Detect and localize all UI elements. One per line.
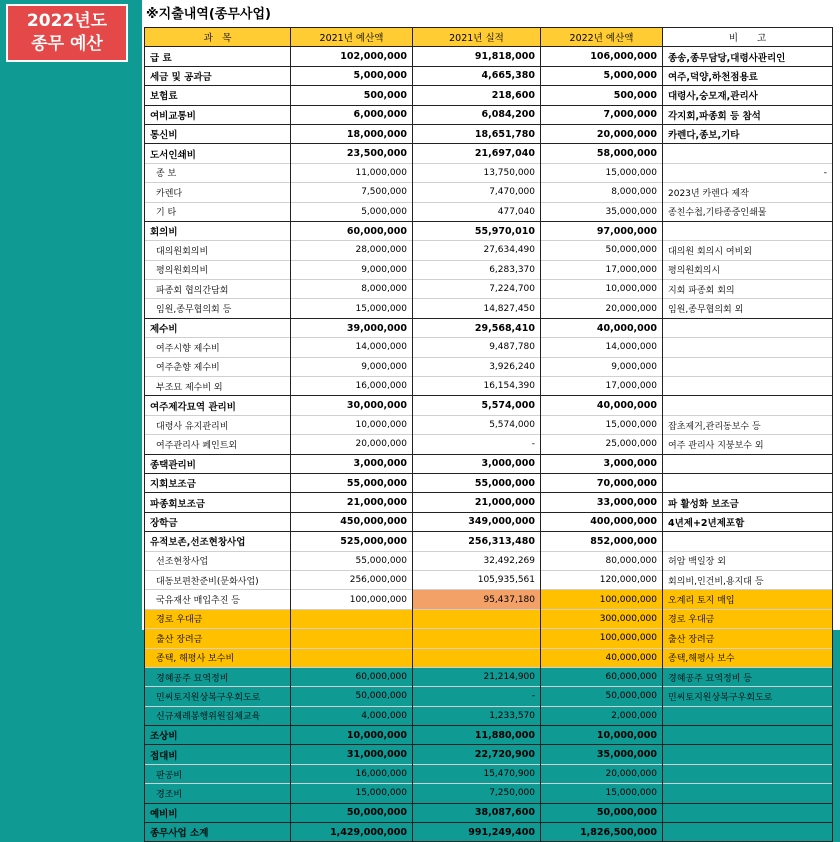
row-budget-2022: 40,000,000: [541, 318, 663, 337]
row-actual-2021: 32,492,269: [413, 551, 541, 570]
row-budget-2021: 3,000,000: [291, 454, 413, 473]
row-item-name: 종 보: [145, 163, 291, 182]
row-remarks: 2023년 카렌다 제작: [663, 183, 833, 202]
row-budget-2021: 9,000,000: [291, 357, 413, 376]
table-row: [145, 784, 833, 803]
row-budget-2022: 60,000,000: [541, 667, 663, 686]
row-item-name: 장학금: [145, 512, 291, 531]
table-row: [145, 338, 833, 357]
row-remarks: [663, 532, 833, 551]
table-row: [145, 415, 833, 434]
row-budget-2022: 50,000,000: [541, 241, 663, 260]
table-row: [145, 532, 833, 551]
row-actual-2021: 21,697,040: [413, 144, 541, 163]
row-budget-2021: 39,000,000: [291, 318, 413, 337]
table-row: [145, 706, 833, 725]
row-remarks: 종송,종무담당,대령사관리인: [663, 47, 833, 66]
row-budget-2021: 55,000,000: [291, 551, 413, 570]
row-actual-2021: -: [413, 687, 541, 706]
row-remarks: 각지회,파종회 등 참석: [663, 105, 833, 124]
table-row: [145, 687, 833, 706]
table-row: [145, 764, 833, 783]
row-budget-2021: 30,000,000: [291, 396, 413, 415]
row-budget-2022: 9,000,000: [541, 357, 663, 376]
table-row: [145, 493, 833, 512]
row-budget-2022: 120,000,000: [541, 570, 663, 589]
row-budget-2022: 35,000,000: [541, 202, 663, 221]
row-budget-2022: 852,000,000: [541, 532, 663, 551]
row-remarks: 종택,해평사 보수: [663, 648, 833, 667]
row-remarks: 카렌다,종보,기타: [663, 124, 833, 143]
row-budget-2021: 28,000,000: [291, 241, 413, 260]
row-budget-2021: 102,000,000: [291, 47, 413, 66]
row-budget-2021: 14,000,000: [291, 338, 413, 357]
row-budget-2022: 10,000,000: [541, 726, 663, 745]
row-actual-2021: [413, 609, 541, 628]
row-budget-2022: 25,000,000: [541, 435, 663, 454]
row-budget-2022: 35,000,000: [541, 745, 663, 764]
row-budget-2021: 11,000,000: [291, 163, 413, 182]
row-item-name: 여주제각묘역 관리비: [145, 396, 291, 415]
row-budget-2022: 5,000,000: [541, 66, 663, 85]
table-row: [145, 745, 833, 764]
row-item-name: 세금 및 공과금: [145, 66, 291, 85]
row-budget-2021: 16,000,000: [291, 764, 413, 783]
row-budget-2022: 33,000,000: [541, 493, 663, 512]
row-remarks: 파 활성화 보조금: [663, 493, 833, 512]
row-remarks: [663, 823, 833, 842]
row-budget-2021: [291, 609, 413, 628]
row-budget-2021: 450,000,000: [291, 512, 413, 531]
row-remarks: 대의원 회의시 여비외: [663, 241, 833, 260]
row-item-name: 회의비: [145, 221, 291, 240]
table-row: [145, 221, 833, 240]
row-actual-2021: 21,000,000: [413, 493, 541, 512]
row-actual-2021: 38,087,600: [413, 803, 541, 822]
row-actual-2021: 9,487,780: [413, 338, 541, 357]
row-budget-2022: 400,000,000: [541, 512, 663, 531]
row-actual-2021: -: [413, 435, 541, 454]
row-budget-2021: 7,500,000: [291, 183, 413, 202]
row-remarks: [663, 221, 833, 240]
row-item-name: 파종회보조금: [145, 493, 291, 512]
row-item-name: 파종회 협의간담회: [145, 280, 291, 299]
row-budget-2022: 14,000,000: [541, 338, 663, 357]
row-remarks: [663, 764, 833, 783]
row-actual-2021: 7,470,000: [413, 183, 541, 202]
table-row: [145, 590, 833, 609]
table-row: [145, 629, 833, 648]
row-budget-2021: 50,000,000: [291, 803, 413, 822]
row-remarks: [663, 144, 833, 163]
row-remarks: [663, 338, 833, 357]
row-remarks: 대령사,숭모재,관리사: [663, 86, 833, 105]
row-remarks: [663, 473, 833, 492]
row-remarks: 잡초제거,관리동보수 등: [663, 415, 833, 434]
row-item-name: 기 타: [145, 202, 291, 221]
table-row: [145, 183, 833, 202]
row-remarks: [663, 454, 833, 473]
row-budget-2022: 40,000,000: [541, 648, 663, 667]
row-item-name: 출산 장려금: [145, 629, 291, 648]
row-item-name: 임원,종무협의회 등: [145, 299, 291, 318]
table-row: [145, 454, 833, 473]
table-row: [145, 299, 833, 318]
row-remarks: [663, 745, 833, 764]
row-remarks: 출산 장려금: [663, 629, 833, 648]
row-actual-2021: [413, 648, 541, 667]
table-row: [145, 377, 833, 396]
row-budget-2022: 7,000,000: [541, 105, 663, 124]
row-item-name: 도서인쇄비: [145, 144, 291, 163]
row-budget-2022: 10,000,000: [541, 280, 663, 299]
row-budget-2021: 20,000,000: [291, 435, 413, 454]
row-budget-2022: 20,000,000: [541, 124, 663, 143]
row-item-name: 조상비: [145, 726, 291, 745]
row-budget-2022: 50,000,000: [541, 803, 663, 822]
table-row: [145, 609, 833, 628]
row-budget-2021: 18,000,000: [291, 124, 413, 143]
row-budget-2022: 97,000,000: [541, 221, 663, 240]
table-row: [145, 823, 833, 842]
table-row: [145, 570, 833, 589]
table-row: [145, 357, 833, 376]
row-budget-2022: 500,000: [541, 86, 663, 105]
row-item-name: 유적보존,선조현창사업: [145, 532, 291, 551]
table-row: [145, 280, 833, 299]
row-budget-2021: 31,000,000: [291, 745, 413, 764]
header-actual-2021: 2021년 실적: [413, 28, 541, 47]
table-row: [145, 396, 833, 415]
row-item-name: 여주춘향 제수비: [145, 357, 291, 376]
badge-year: 2022년도: [26, 11, 108, 31]
row-remarks: 민씨토지원상복구우회도로: [663, 687, 833, 706]
row-actual-2021: 14,827,450: [413, 299, 541, 318]
row-budget-2022: 70,000,000: [541, 473, 663, 492]
row-actual-2021: 218,600: [413, 86, 541, 105]
row-budget-2021: 60,000,000: [291, 667, 413, 686]
row-item-name: 경조비: [145, 784, 291, 803]
sheet-title: ※지출내역(종무사업): [146, 7, 271, 22]
row-remarks: [663, 357, 833, 376]
row-budget-2022: 20,000,000: [541, 299, 663, 318]
row-remarks: [663, 396, 833, 415]
row-item-name: 대령사 유지관리비: [145, 415, 291, 434]
row-remarks: 임원,종무협의회 외: [663, 299, 833, 318]
row-item-name: 대의원회의비: [145, 241, 291, 260]
row-budget-2021: [291, 648, 413, 667]
row-item-name: 평의원회의비: [145, 260, 291, 279]
row-budget-2022: 15,000,000: [541, 784, 663, 803]
row-item-name: 예비비: [145, 803, 291, 822]
table-row: [145, 260, 833, 279]
row-budget-2022: 80,000,000: [541, 551, 663, 570]
row-item-name: 부조묘 제수비 외: [145, 377, 291, 396]
header-budget-2021: 2021년 예산액: [291, 28, 413, 47]
row-budget-2022: 300,000,000: [541, 609, 663, 628]
row-actual-2021: 105,935,561: [413, 570, 541, 589]
row-actual-2021: [413, 629, 541, 648]
row-budget-2022: 106,000,000: [541, 47, 663, 66]
row-item-name: 급 료: [145, 47, 291, 66]
row-actual-2021: 18,651,780: [413, 124, 541, 143]
row-budget-2021: 23,500,000: [291, 144, 413, 163]
table-row: [145, 318, 833, 337]
row-actual-2021: 21,214,900: [413, 667, 541, 686]
row-budget-2022: 50,000,000: [541, 687, 663, 706]
row-budget-2022: 40,000,000: [541, 396, 663, 415]
row-remarks: 여주 관리사 지붕보수 외: [663, 435, 833, 454]
table-row: [145, 435, 833, 454]
expense-table: [144, 27, 833, 842]
row-remarks: [663, 726, 833, 745]
expense-rows: [145, 47, 833, 842]
table-row: [145, 667, 833, 686]
table-row: [145, 803, 833, 822]
row-budget-2021: 15,000,000: [291, 299, 413, 318]
row-actual-2021: 55,970,010: [413, 221, 541, 240]
row-remarks: 종친수첩,기타종중인쇄물: [663, 202, 833, 221]
row-actual-2021: 6,283,370: [413, 260, 541, 279]
row-actual-2021: 1,233,570: [413, 706, 541, 725]
row-item-name: 여비교통비: [145, 105, 291, 124]
row-actual-2021: 16,154,390: [413, 377, 541, 396]
row-actual-2021: 477,040: [413, 202, 541, 221]
row-budget-2021: 5,000,000: [291, 202, 413, 221]
table-row: [145, 105, 833, 124]
row-budget-2022: 2,000,000: [541, 706, 663, 725]
table-row: [145, 124, 833, 143]
row-actual-2021: 11,880,000: [413, 726, 541, 745]
row-item-name: 종택, 해평사 보수비: [145, 648, 291, 667]
table-row: [145, 86, 833, 105]
row-remarks: 평의원회의시: [663, 260, 833, 279]
row-actual-2021: 6,084,200: [413, 105, 541, 124]
header-remarks: 비 고: [663, 28, 833, 47]
row-remarks: 지회 파종회 회의: [663, 280, 833, 299]
row-actual-2021: 91,818,000: [413, 47, 541, 66]
row-item-name: 종무사업 소계: [145, 823, 291, 842]
row-budget-2021: 55,000,000: [291, 473, 413, 492]
row-item-name: 지회보조금: [145, 473, 291, 492]
row-actual-2021: 7,250,000: [413, 784, 541, 803]
row-budget-2022: 8,000,000: [541, 183, 663, 202]
row-remarks: [663, 377, 833, 396]
row-remarks: 경혜공주 묘역정비 등: [663, 667, 833, 686]
row-actual-2021: 13,750,000: [413, 163, 541, 182]
row-budget-2022: 100,000,000: [541, 629, 663, 648]
row-actual-2021: 27,634,490: [413, 241, 541, 260]
row-budget-2022: 1,826,500,000: [541, 823, 663, 842]
row-budget-2021: 5,000,000: [291, 66, 413, 85]
table-row: [145, 551, 833, 570]
row-budget-2021: 4,000,000: [291, 706, 413, 725]
row-budget-2022: 15,000,000: [541, 415, 663, 434]
row-actual-2021: 55,000,000: [413, 473, 541, 492]
row-actual-2021: 22,720,900: [413, 745, 541, 764]
row-budget-2022: 58,000,000: [541, 144, 663, 163]
row-budget-2021: 60,000,000: [291, 221, 413, 240]
row-budget-2021: 9,000,000: [291, 260, 413, 279]
row-budget-2022: 20,000,000: [541, 764, 663, 783]
row-item-name: 선조현창사업: [145, 551, 291, 570]
header-row: [145, 28, 833, 47]
row-actual-2021: 3,926,240: [413, 357, 541, 376]
row-item-name: 대동보편찬준비(문화사업): [145, 570, 291, 589]
row-actual-2021: 29,568,410: [413, 318, 541, 337]
row-remarks: 여주,덕양,하천점용료: [663, 66, 833, 85]
row-budget-2021: 500,000: [291, 86, 413, 105]
row-budget-2021: 15,000,000: [291, 784, 413, 803]
row-remarks: [663, 784, 833, 803]
row-item-name: 민씨토지원상복구우회도로: [145, 687, 291, 706]
row-budget-2021: 50,000,000: [291, 687, 413, 706]
row-budget-2021: 10,000,000: [291, 415, 413, 434]
table-row: [145, 47, 833, 66]
row-item-name: 종택관리비: [145, 454, 291, 473]
table-row: [145, 144, 833, 163]
row-item-name: 제수비: [145, 318, 291, 337]
row-budget-2021: 525,000,000: [291, 532, 413, 551]
row-budget-2021: 1,429,000,000: [291, 823, 413, 842]
row-remarks: -: [663, 163, 833, 182]
row-item-name: 여주관리사 페인트외: [145, 435, 291, 454]
row-item-name: 보험료: [145, 86, 291, 105]
row-item-name: 접대비: [145, 745, 291, 764]
row-actual-2021: 991,249,400: [413, 823, 541, 842]
row-budget-2022: 100,000,000: [541, 590, 663, 609]
row-remarks: 회의비,인건비,용지대 등: [663, 570, 833, 589]
row-actual-2021: 5,574,000: [413, 396, 541, 415]
expense-sheet: [142, 0, 840, 840]
row-remarks: 허암 백일장 외: [663, 551, 833, 570]
table-row: [145, 66, 833, 85]
table-row: [145, 512, 833, 531]
row-budget-2021: 8,000,000: [291, 280, 413, 299]
row-item-name: 카렌다: [145, 183, 291, 202]
header-budget-2022: 2022년 예산액: [541, 28, 663, 47]
table-row: [145, 473, 833, 492]
row-item-name: 통신비: [145, 124, 291, 143]
row-budget-2022: 3,000,000: [541, 454, 663, 473]
row-budget-2021: [291, 629, 413, 648]
header-item: 과 목: [145, 28, 291, 47]
row-budget-2021: 100,000,000: [291, 590, 413, 609]
row-remarks: [663, 318, 833, 337]
row-remarks: [663, 803, 833, 822]
row-item-name: 국유재산 매입추진 등: [145, 590, 291, 609]
badge-subtitle: 종무 예산: [31, 34, 103, 54]
row-remarks: 오계리 토지 매입: [663, 590, 833, 609]
row-actual-2021: 256,313,480: [413, 532, 541, 551]
row-actual-2021: 5,574,000: [413, 415, 541, 434]
table-row: [145, 163, 833, 182]
row-actual-2021: 3,000,000: [413, 454, 541, 473]
year-badge: [6, 4, 128, 62]
row-remarks: 4년제+2년제포함: [663, 512, 833, 531]
row-item-name: 신규제례봉행위원집체교육: [145, 706, 291, 725]
row-actual-2021: 4,665,380: [413, 66, 541, 85]
row-budget-2022: 15,000,000: [541, 163, 663, 182]
table-row: [145, 241, 833, 260]
row-budget-2021: 16,000,000: [291, 377, 413, 396]
row-remarks: 경로 우대금: [663, 609, 833, 628]
table-row: [145, 726, 833, 745]
row-item-name: 판공비: [145, 764, 291, 783]
row-item-name: 여주시향 제수비: [145, 338, 291, 357]
row-actual-2021: 95,437,180: [413, 590, 541, 609]
row-budget-2021: 256,000,000: [291, 570, 413, 589]
row-item-name: 경혜공주 묘역정비: [145, 667, 291, 686]
row-budget-2021: 21,000,000: [291, 493, 413, 512]
row-budget-2022: 17,000,000: [541, 260, 663, 279]
table-row: [145, 648, 833, 667]
row-actual-2021: 349,000,000: [413, 512, 541, 531]
row-item-name: 경로 우대금: [145, 609, 291, 628]
row-budget-2021: 10,000,000: [291, 726, 413, 745]
row-budget-2021: 6,000,000: [291, 105, 413, 124]
row-actual-2021: 7,224,700: [413, 280, 541, 299]
row-actual-2021: 15,470,900: [413, 764, 541, 783]
row-budget-2022: 17,000,000: [541, 377, 663, 396]
table-row: [145, 202, 833, 221]
row-remarks: [663, 706, 833, 725]
